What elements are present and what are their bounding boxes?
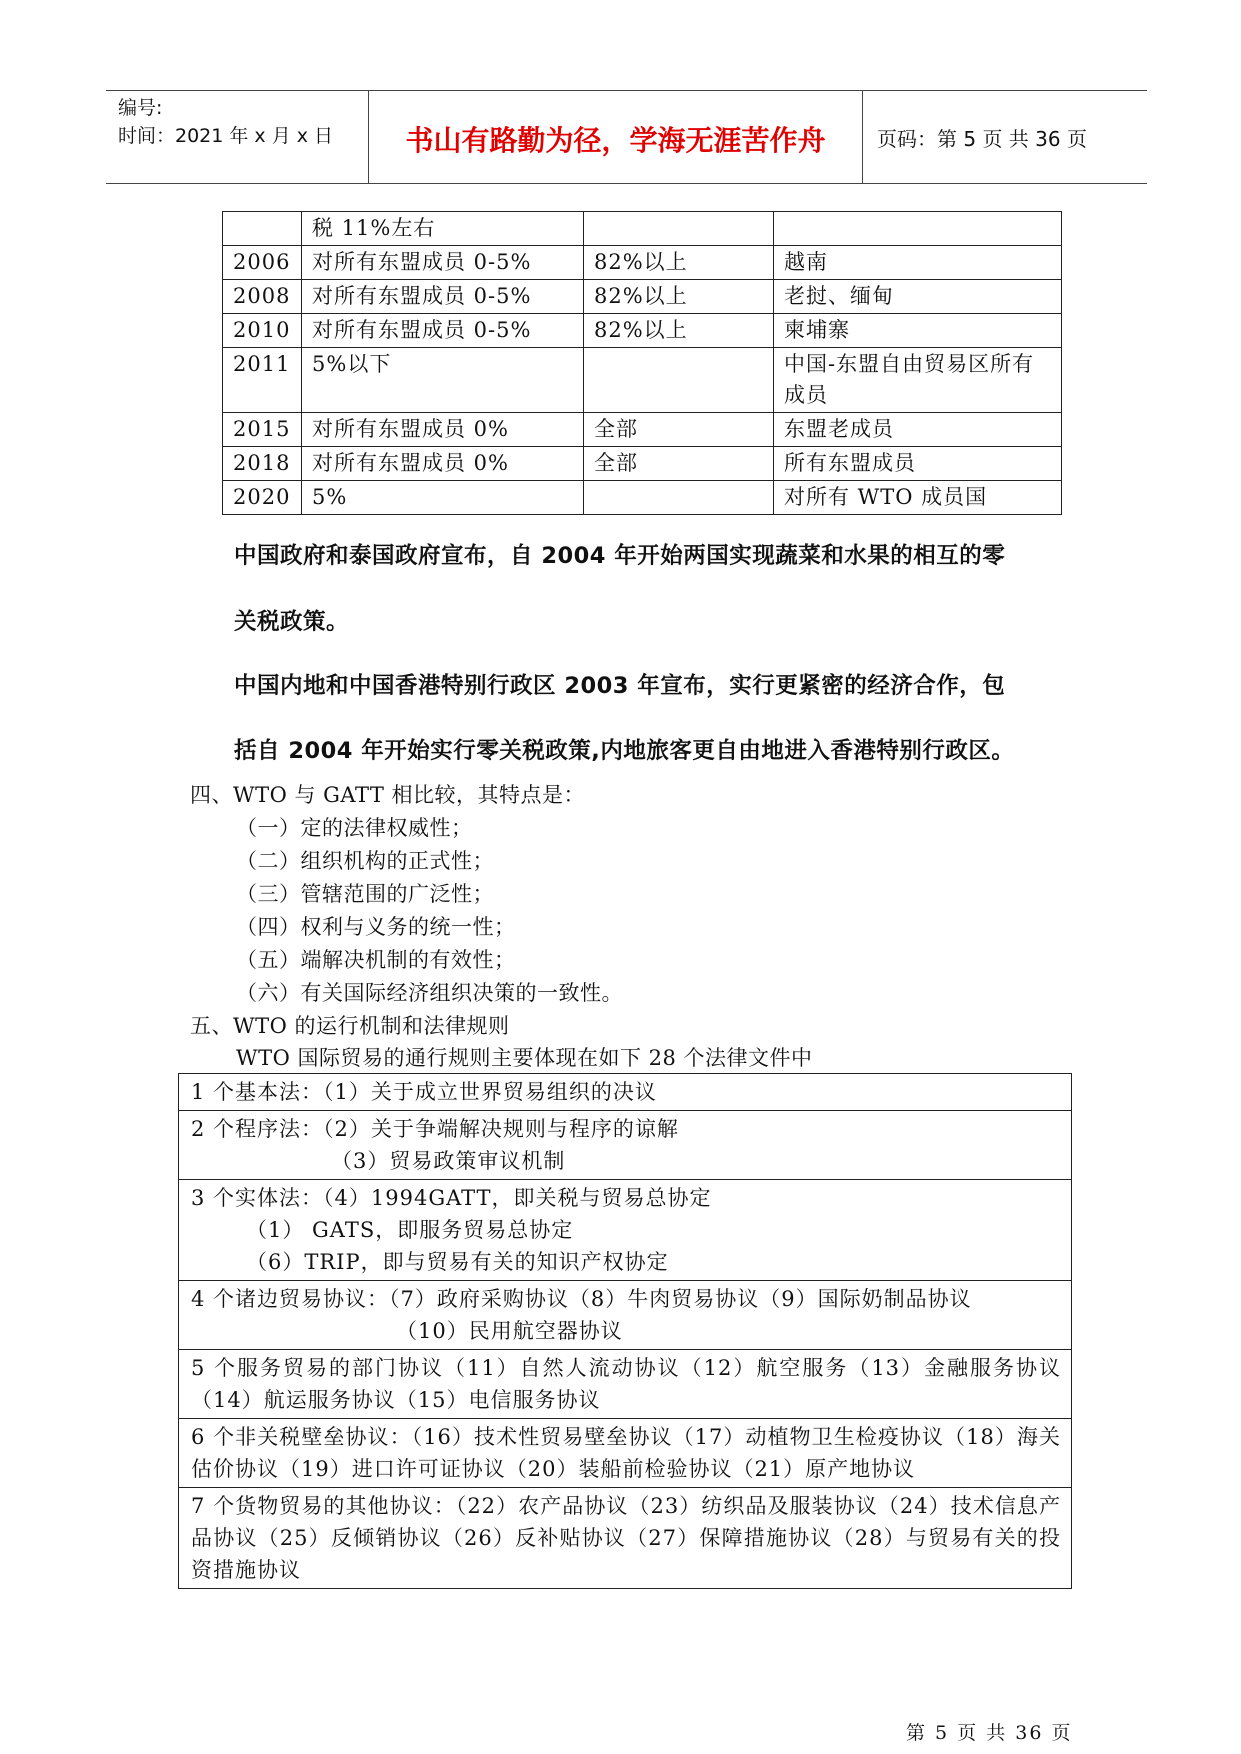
year-cell: 2006 (223, 246, 302, 280)
table-row (179, 1280, 1071, 1349)
scope-cell: 82%以上 (584, 280, 774, 314)
header-page-label: 页码：第 5 页 共 36 页 (877, 127, 1087, 151)
policy-cell: 5% (302, 481, 584, 515)
bold-paragraph-line: 中国政府和泰国政府宣布，自 2004 年开始两国实现蔬菜和水果的相互的零 (234, 543, 1006, 569)
scope-cell (584, 348, 774, 413)
list-item: （三）管辖范围的广泛性； (236, 882, 494, 906)
countries-cell: 越南 (774, 246, 1062, 280)
countries-cell: 中国-东盟自由贸易区所有成员 (774, 348, 1062, 413)
table-row (223, 280, 1062, 314)
section-heading: 四、WTO 与 GATT 相比较，其特点是： (190, 783, 586, 807)
countries-cell: 柬埔寨 (774, 314, 1062, 348)
tariff-schedule-table (222, 211, 1062, 515)
countries-cell: 东盟老成员 (774, 413, 1062, 447)
law-row-text: 7 个货物贸易的其他协议：（22）农产品协议（23）纺织品及服装协议（24）技术信息产品协议（25）反倾销协议（26）反补贴协议（27）保障措施协议（28）与贸易有关的投资措施协议 (191, 1494, 1061, 1582)
year-cell: 2010 (223, 314, 302, 348)
list-item: （四）权利与义务的统一性； (236, 915, 516, 939)
scope-cell (584, 481, 774, 515)
list-item: （六）有关国际经济组织决策的一致性。 (236, 981, 623, 1005)
list-item: （一）定的法律权威性； (236, 816, 473, 840)
scope-cell: 全部 (584, 447, 774, 481)
policy-cell: 对所有东盟成员 0-5% (302, 280, 584, 314)
page-header (106, 90, 1147, 184)
law-row-text: 5 个服务贸易的部门协议（11）自然人流动协议（12）航空服务（13）金融服务协议（14）航运服务协议（15）电信服务协议 (191, 1356, 1061, 1412)
policy-cell: 5%以下 (302, 348, 584, 413)
law-row-text: 2 个程序法：（2）关于争端解决规则与程序的谅解 (191, 1117, 679, 1141)
section-intro: WTO 国际贸易的通行规则主要体现在如下 28 个法律文件中 (236, 1046, 813, 1070)
law-row-text: 6 个非关税壁垒协议：（16）技术性贸易壁垒协议（17）动植物卫生检疫协议（18）海关估价协议（19）进口许可证协议（20）装船前检验协议（21）原产地协议 (191, 1425, 1061, 1481)
policy-cell: 对所有东盟成员 0% (302, 413, 584, 447)
scope-cell: 全部 (584, 413, 774, 447)
section-heading: 五、WTO 的运行机制和法律规则 (190, 1014, 510, 1038)
law-row-text: （10）民用航空器协议 (396, 1319, 623, 1343)
bold-paragraph-line: 括自 2004 年开始实行零关税政策,内地旅客更自由地进入香港特别行政区。 (234, 738, 1015, 764)
page-footer: 第 5 页 共 36 页 (906, 1722, 1073, 1744)
header-page-cell (863, 91, 1147, 183)
table-row (179, 1179, 1071, 1280)
year-cell: 2015 (223, 413, 302, 447)
year-cell: 2020 (223, 481, 302, 515)
bold-paragraph-line: 关税政策。 (234, 609, 350, 635)
table-row (179, 1110, 1071, 1179)
list-item: （二）组织机构的正式性； (236, 849, 494, 873)
scope-cell: 82%以上 (584, 246, 774, 280)
table-row (179, 1418, 1071, 1487)
law-row-text: 4 个诸边贸易协议：（7）政府采购协议（8）牛肉贸易协议（9）国际奶制品协议 (191, 1287, 972, 1311)
policy-cell: 对所有东盟成员 0% (302, 447, 584, 481)
list-item: （五）端解决机制的有效性； (236, 948, 516, 972)
header-motto-cell (369, 91, 863, 183)
policy-cell: 对所有东盟成员 0-5% (302, 314, 584, 348)
table-row (223, 481, 1062, 515)
table-row (223, 212, 1062, 246)
table-row (179, 1487, 1071, 1588)
year-cell: 2008 (223, 280, 302, 314)
countries-cell: 对所有 WTO 成员国 (774, 481, 1062, 515)
scope-cell: 82%以上 (584, 314, 774, 348)
bold-paragraph-line: 中国内地和中国香港特别行政区 2003 年宣布，实行更紧密的经济合作，包 (234, 673, 1006, 699)
year-cell (223, 212, 302, 246)
year-cell: 2011 (223, 348, 302, 413)
law-row-text: 1 个基本法：（1）关于成立世界贸易组织的决议 (191, 1080, 657, 1104)
law-row-text: （3）贸易政策审议机制 (331, 1149, 566, 1173)
legal-documents-table (178, 1073, 1072, 1589)
policy-cell: 税 11%左右 (302, 212, 584, 246)
document-number-label: 编号: (118, 97, 163, 119)
table-row (223, 447, 1062, 481)
scope-cell (584, 212, 774, 246)
countries-cell (774, 212, 1062, 246)
law-row-text: 3 个实体法：（4）1994GATT，即关税与贸易总协定 (191, 1186, 712, 1210)
table-row (223, 348, 1062, 413)
countries-cell: 所有东盟成员 (774, 447, 1062, 481)
law-row-text: （6）TRIP，即与贸易有关的知识产权协定 (246, 1250, 669, 1274)
header-motto: 书山有路勤为径，学海无涯苦作舟 (405, 124, 826, 157)
law-row-text: （1） GATS，即服务贸易总协定 (246, 1218, 574, 1242)
countries-cell: 老挝、缅甸 (774, 280, 1062, 314)
table-row (223, 413, 1062, 447)
table-row (179, 1349, 1071, 1418)
table-row (223, 314, 1062, 348)
table-row (223, 246, 1062, 280)
year-cell: 2018 (223, 447, 302, 481)
policy-cell: 对所有东盟成员 0-5% (302, 246, 584, 280)
table-row (179, 1074, 1071, 1110)
document-time-label: 时间：2021 年 x 月 x 日 (118, 125, 334, 147)
header-meta-cell (106, 91, 369, 183)
